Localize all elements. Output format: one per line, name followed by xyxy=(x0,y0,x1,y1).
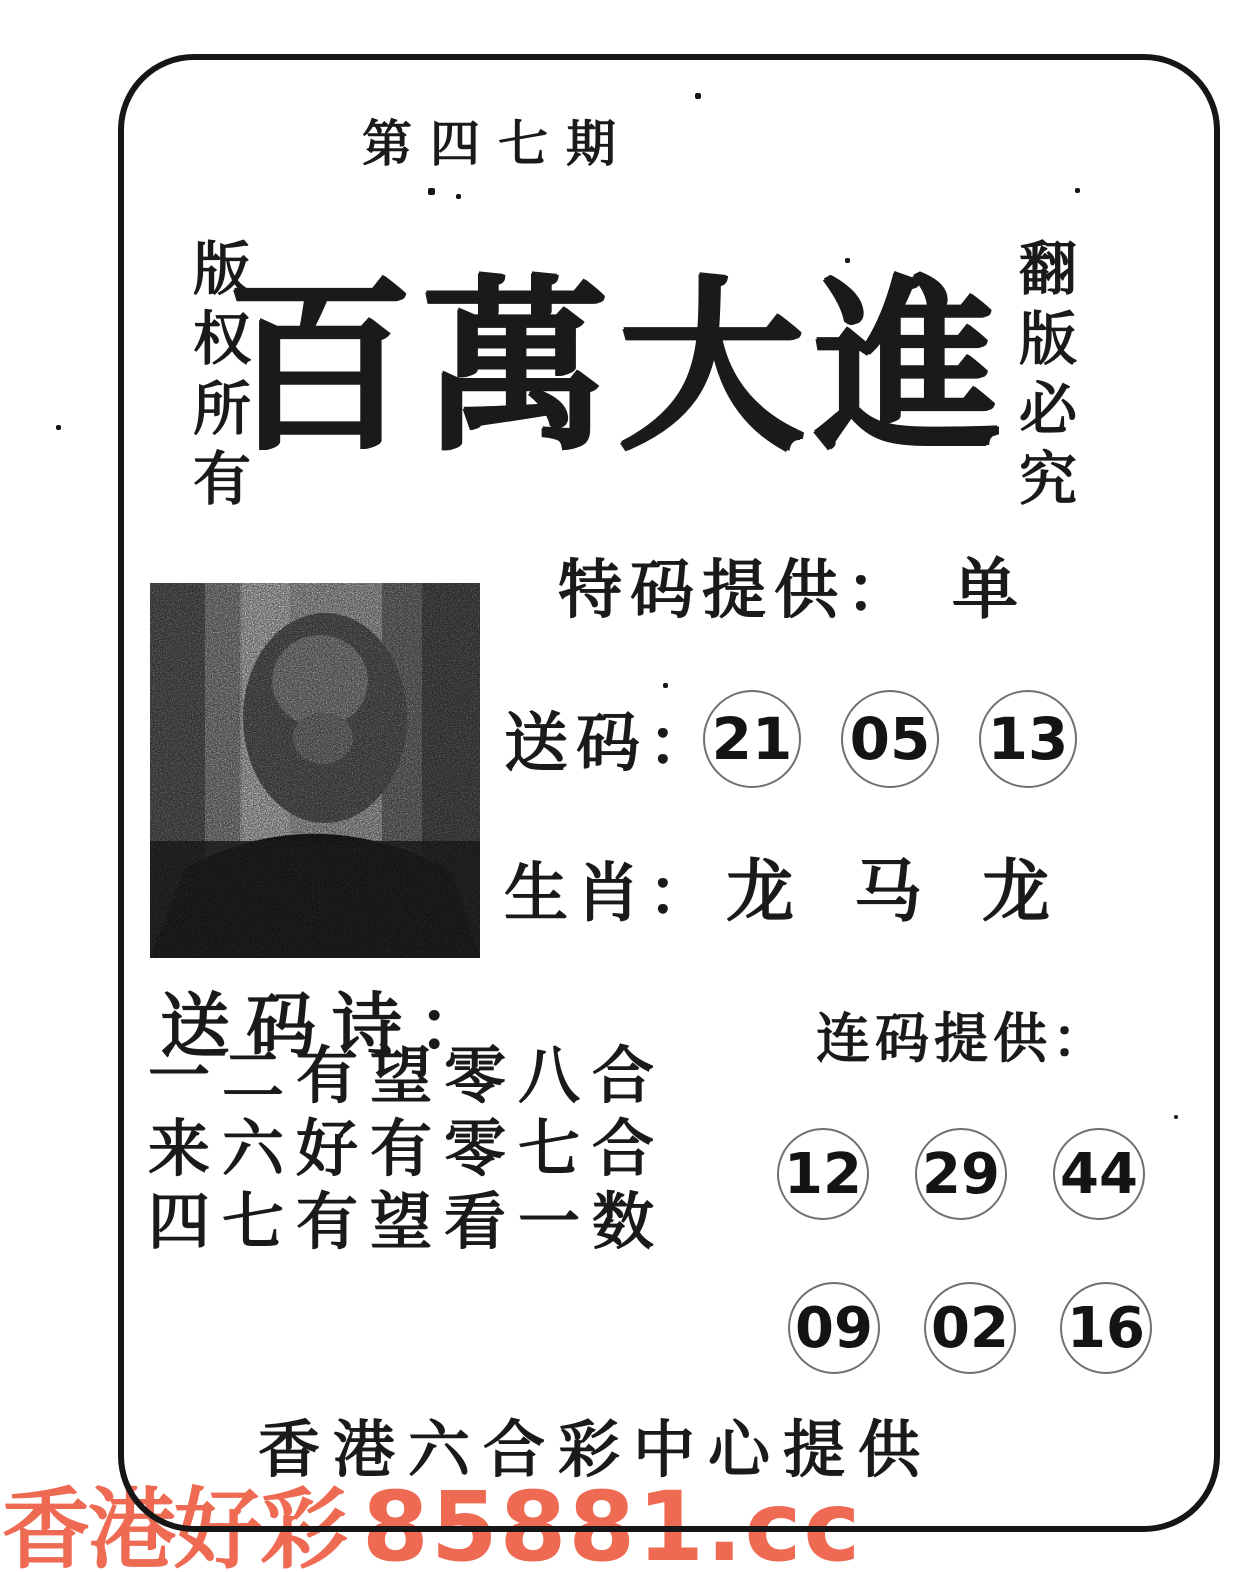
gift-code-circle: 13 xyxy=(979,690,1077,788)
consecutive-circle: 09 xyxy=(788,1282,880,1374)
zodiac-value: 马 xyxy=(854,854,923,930)
consecutive-circles-row1 xyxy=(777,1128,1145,1220)
scan-speck xyxy=(1174,1115,1178,1119)
consecutive-circle: 12 xyxy=(777,1128,869,1220)
poem-line: 四七有望看一数 xyxy=(148,1188,667,1257)
scan-speck xyxy=(456,194,461,199)
special-code-label: 特码提供： xyxy=(558,554,918,626)
zodiac-value: 龙 xyxy=(726,854,795,930)
special-code-value: 单 xyxy=(952,552,1026,626)
consecutive-circles-row2 xyxy=(788,1282,1152,1374)
copyright-vertical: 版权所有 xyxy=(184,238,249,518)
provider-footer: 香港六合彩中心提供 xyxy=(258,1416,934,1485)
scan-speck xyxy=(663,683,668,688)
gift-code-circles xyxy=(703,690,1077,788)
poem-line: 来六好有零七合 xyxy=(148,1115,667,1184)
zodiac-values xyxy=(726,838,1050,935)
consecutive-circle: 02 xyxy=(924,1282,1016,1374)
poem-lines xyxy=(148,1040,666,1259)
gift-code-circle: 05 xyxy=(841,690,939,788)
watermark-site: 85881.cc xyxy=(362,1471,863,1572)
watermark-brand: 香港好彩 xyxy=(2,1478,347,1572)
scan-speck xyxy=(1075,188,1080,193)
consecutive-label: 连码提供： xyxy=(816,1009,1111,1069)
gift-code-label: 送码： xyxy=(504,707,720,779)
special-code-row xyxy=(558,536,1026,631)
scan-speck xyxy=(845,258,850,263)
scan-speck xyxy=(695,93,701,99)
consecutive-circle: 16 xyxy=(1060,1282,1152,1374)
issue-label: 第四七期 xyxy=(362,116,634,172)
scan-speck xyxy=(428,188,435,195)
antipiracy-vertical: 翻版必究 xyxy=(1010,238,1075,518)
zodiac-label: 生肖： xyxy=(504,857,720,929)
consecutive-circle: 29 xyxy=(915,1128,1007,1220)
zodiac-value: 龙 xyxy=(982,854,1051,930)
portrait-photo xyxy=(150,583,480,958)
main-title: 百萬大進 xyxy=(226,266,1011,472)
poem-title: 送码诗： xyxy=(160,987,504,1065)
gift-code-circle: 21 xyxy=(703,690,801,788)
consecutive-circle: 44 xyxy=(1053,1128,1145,1220)
scan-speck xyxy=(56,425,61,430)
poem-line: 一二有望零八合 xyxy=(148,1042,667,1111)
